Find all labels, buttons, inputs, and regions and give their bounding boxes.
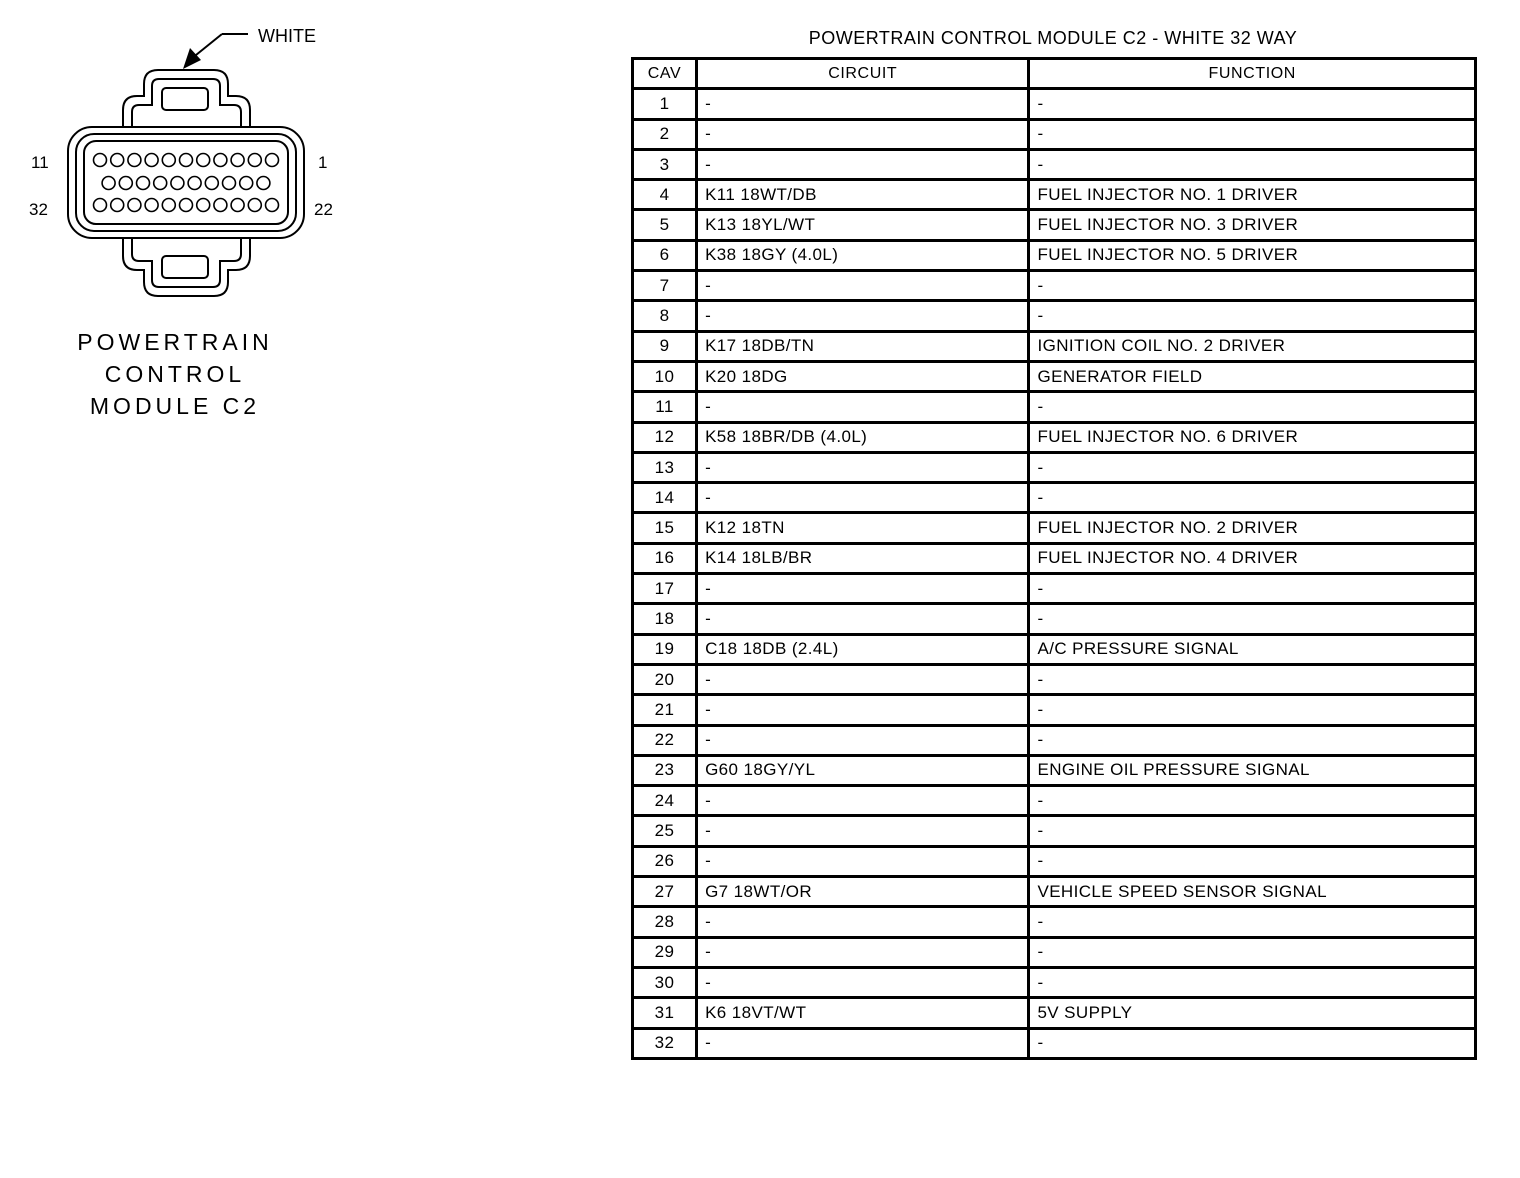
function-cell: - (1029, 271, 1476, 301)
table-row (633, 483, 1476, 513)
pin-cavity (231, 199, 244, 212)
circuit-cell: - (697, 816, 1029, 846)
cav-cell: 32 (633, 1028, 697, 1058)
circuit-cell: - (697, 786, 1029, 816)
cav-cell: 26 (633, 846, 697, 876)
function-cell: VEHICLE SPEED SENSOR SIGNAL (1029, 877, 1476, 907)
circuit-cell: - (697, 907, 1029, 937)
pin-cavity (197, 154, 210, 167)
function-cell: FUEL INJECTOR NO. 1 DRIVER (1029, 180, 1476, 210)
pin-cavity (180, 199, 193, 212)
circuit-cell: - (697, 271, 1029, 301)
table-row (633, 755, 1476, 785)
table-row (633, 452, 1476, 482)
table-row (633, 543, 1476, 573)
circuit-cell: K58 18BR/DB (4.0L) (697, 422, 1029, 452)
circuit-cell: - (697, 392, 1029, 422)
pin-cavity (266, 199, 279, 212)
pin-cavity (145, 154, 158, 167)
pin-cavity (94, 199, 107, 212)
cav-cell: 30 (633, 967, 697, 997)
circuit-cell: - (697, 119, 1029, 149)
cav-cell: 19 (633, 634, 697, 664)
circuit-cell: - (697, 937, 1029, 967)
circuit-cell: K11 18WT/DB (697, 180, 1029, 210)
circuit-cell: G60 18GY/YL (697, 755, 1029, 785)
table-row (633, 967, 1476, 997)
cav-cell: 3 (633, 149, 697, 179)
pin-cavity (231, 154, 244, 167)
cav-cell: 6 (633, 240, 697, 270)
cav-cell: 31 (633, 998, 697, 1028)
function-cell: - (1029, 149, 1476, 179)
circuit-cell: - (697, 695, 1029, 725)
header-function: FUNCTION (1029, 59, 1476, 89)
cav-cell: 12 (633, 422, 697, 452)
circuit-cell: - (697, 149, 1029, 179)
header-circuit: CIRCUIT (697, 59, 1029, 89)
function-cell: - (1029, 695, 1476, 725)
cav-cell: 8 (633, 301, 697, 331)
function-cell: - (1029, 967, 1476, 997)
function-cell: - (1029, 574, 1476, 604)
table-header-row (633, 59, 1476, 89)
cav-cell: 23 (633, 755, 697, 785)
pin-cavity (94, 154, 107, 167)
function-cell: A/C PRESSURE SIGNAL (1029, 634, 1476, 664)
circuit-cell: - (697, 967, 1029, 997)
cav-cell: 1 (633, 89, 697, 119)
cav-cell: 5 (633, 210, 697, 240)
cav-cell: 13 (633, 452, 697, 482)
circuit-cell: - (697, 664, 1029, 694)
function-cell: FUEL INJECTOR NO. 3 DRIVER (1029, 210, 1476, 240)
cav-cell: 28 (633, 907, 697, 937)
cav-cell: 15 (633, 513, 697, 543)
cav-cell: 4 (633, 180, 697, 210)
pin-cavity (162, 154, 175, 167)
table-row (633, 149, 1476, 179)
cav-cell: 10 (633, 361, 697, 391)
circuit-cell: - (697, 89, 1029, 119)
pin-cavity (197, 199, 210, 212)
connector-title-line-1: POWERTRAIN (77, 329, 273, 355)
circuit-cell: - (697, 1028, 1029, 1058)
table-row (633, 271, 1476, 301)
pin-cavity (188, 177, 201, 190)
pin-cavity (248, 154, 261, 167)
pin-cavity (180, 154, 193, 167)
circuit-cell: - (697, 483, 1029, 513)
table-row (633, 210, 1476, 240)
table-row (633, 513, 1476, 543)
table-row (633, 604, 1476, 634)
connector-title-line-2: CONTROL (104, 361, 246, 387)
cav-cell: 22 (633, 725, 697, 755)
color-callout (183, 26, 316, 69)
bottom-lock-tab (162, 256, 208, 278)
connector-body-outer (68, 127, 304, 238)
table-row (633, 240, 1476, 270)
function-cell: - (1029, 937, 1476, 967)
cav-cell: 18 (633, 604, 697, 634)
table-row (633, 89, 1476, 119)
function-cell: - (1029, 392, 1476, 422)
pin-label-11: 11 (31, 153, 49, 172)
pinout-table (631, 57, 1477, 1060)
table-row (633, 634, 1476, 664)
function-cell: - (1029, 89, 1476, 119)
table-title: POWERTRAIN CONTROL MODULE C2 - WHITE 32 WAY (808, 28, 1298, 48)
pin-cavity (154, 177, 167, 190)
function-cell: - (1029, 452, 1476, 482)
table-row (633, 301, 1476, 331)
header-cav: CAV (633, 59, 697, 89)
pin-cavity (111, 199, 124, 212)
function-cell: - (1029, 119, 1476, 149)
function-cell: - (1029, 725, 1476, 755)
function-cell: - (1029, 907, 1476, 937)
circuit-cell: - (697, 846, 1029, 876)
pin-cavity (162, 199, 175, 212)
table-row (633, 907, 1476, 937)
function-cell: - (1029, 301, 1476, 331)
circuit-cell: - (697, 725, 1029, 755)
cav-cell: 11 (633, 392, 697, 422)
table-row (633, 725, 1476, 755)
table-row (633, 180, 1476, 210)
function-cell: - (1029, 846, 1476, 876)
table-row (633, 574, 1476, 604)
cav-cell: 20 (633, 664, 697, 694)
pin-cavity (111, 154, 124, 167)
table-row (633, 786, 1476, 816)
cav-cell: 2 (633, 119, 697, 149)
pin-cavity (102, 177, 115, 190)
function-cell: ENGINE OIL PRESSURE SIGNAL (1029, 755, 1476, 785)
pin-cavity (137, 177, 150, 190)
table-row (633, 816, 1476, 846)
circuit-cell: K6 18VT/WT (697, 998, 1029, 1028)
cav-cell: 29 (633, 937, 697, 967)
function-cell: - (1029, 786, 1476, 816)
table-row (633, 998, 1476, 1028)
circuit-cell: - (697, 452, 1029, 482)
circuit-cell: K14 18LB/BR (697, 543, 1029, 573)
function-cell: GENERATOR FIELD (1029, 361, 1476, 391)
table-row (633, 937, 1476, 967)
table-row (633, 422, 1476, 452)
circuit-cell: - (697, 574, 1029, 604)
color-label: WHITE (258, 26, 316, 46)
cav-cell: 17 (633, 574, 697, 604)
circuit-cell: K12 18TN (697, 513, 1029, 543)
pin-label-1: 1 (318, 153, 328, 172)
cav-cell: 27 (633, 877, 697, 907)
connector-title (60, 326, 290, 422)
top-lock-tab (162, 88, 208, 110)
cav-cell: 16 (633, 543, 697, 573)
cav-cell: 9 (633, 331, 697, 361)
circuit-cell: G7 18WT/OR (697, 877, 1029, 907)
pin-cavity (223, 177, 236, 190)
pin-cavity (119, 177, 132, 190)
cav-cell: 25 (633, 816, 697, 846)
pin-cavity (257, 177, 270, 190)
circuit-cell: K13 18YL/WT (697, 210, 1029, 240)
pin-cavity (171, 177, 184, 190)
connector-title-line-3: MODULE C2 (89, 393, 261, 419)
table-row (633, 846, 1476, 876)
circuit-cell: K17 18DB/TN (697, 331, 1029, 361)
function-cell: - (1029, 604, 1476, 634)
pin-cavity (128, 154, 141, 167)
table-row (633, 331, 1476, 361)
pin-cavity (266, 154, 279, 167)
pin-cavity (145, 199, 158, 212)
table-row (633, 695, 1476, 725)
table-row (633, 361, 1476, 391)
pin-label-32: 32 (29, 200, 48, 219)
function-cell: IGNITION COIL NO. 2 DRIVER (1029, 331, 1476, 361)
function-cell: - (1029, 1028, 1476, 1058)
pin-cavity (248, 199, 261, 212)
cav-cell: 21 (633, 695, 697, 725)
function-cell: FUEL INJECTOR NO. 6 DRIVER (1029, 422, 1476, 452)
cav-cell: 7 (633, 271, 697, 301)
table-row (633, 1028, 1476, 1058)
function-cell: FUEL INJECTOR NO. 4 DRIVER (1029, 543, 1476, 573)
arrow-icon (183, 48, 201, 69)
table-row (633, 119, 1476, 149)
table-row (633, 877, 1476, 907)
table-row (633, 392, 1476, 422)
pin-cavity (214, 199, 227, 212)
cav-cell: 24 (633, 786, 697, 816)
pin-cavity (240, 177, 253, 190)
circuit-cell: K20 18DG (697, 361, 1029, 391)
circuit-cell: - (697, 301, 1029, 331)
pin-cavity (128, 199, 141, 212)
function-cell: FUEL INJECTOR NO. 2 DRIVER (1029, 513, 1476, 543)
function-cell: - (1029, 483, 1476, 513)
pin-label-22: 22 (314, 200, 333, 219)
circuit-cell: K38 18GY (4.0L) (697, 240, 1029, 270)
table-row (633, 664, 1476, 694)
function-cell: - (1029, 816, 1476, 846)
cav-cell: 14 (633, 483, 697, 513)
function-cell: 5V SUPPLY (1029, 998, 1476, 1028)
pin-cavity (214, 154, 227, 167)
function-cell: - (1029, 664, 1476, 694)
circuit-cell: - (697, 604, 1029, 634)
function-cell: FUEL INJECTOR NO. 5 DRIVER (1029, 240, 1476, 270)
pin-cavity (205, 177, 218, 190)
circuit-cell: C18 18DB (2.4L) (697, 634, 1029, 664)
